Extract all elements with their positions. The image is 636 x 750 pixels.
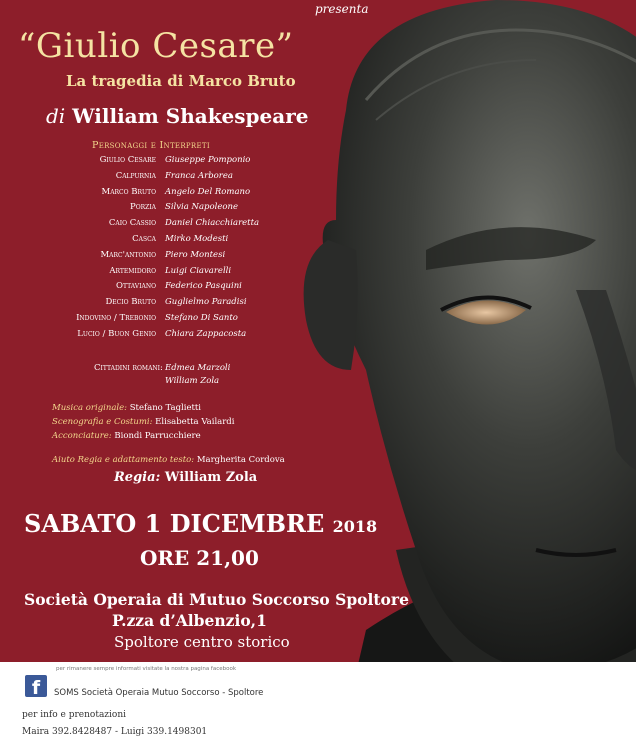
cast-actor: Mirko Modesti bbox=[165, 234, 229, 244]
cast-row bbox=[0, 202, 300, 218]
cast-row bbox=[0, 250, 300, 266]
cittadini-actor-1: Edmea Marzoli bbox=[165, 363, 231, 373]
cast-role: Calpurnia bbox=[115, 170, 156, 181]
facebook-page-name[interactable]: SOMS Società Operaia Mutuo Soccorso - Spoltore bbox=[54, 688, 264, 698]
cast-role: Porzia bbox=[129, 202, 156, 213]
cast-role: Marco Bruto bbox=[101, 186, 156, 197]
event-year: 2018 bbox=[332, 517, 378, 536]
cast-row bbox=[0, 266, 300, 282]
cast-row bbox=[0, 281, 300, 297]
cast-role: Casca bbox=[132, 234, 156, 244]
contacts-line: Maira 392.8428487 - Luigi 339.1498301 bbox=[22, 727, 208, 737]
venue-city: Spoltore centro storico bbox=[114, 633, 290, 651]
cast-role: Indovino / Trebonio bbox=[76, 313, 156, 323]
author-name: William Shakespeare bbox=[72, 104, 309, 128]
cast-actor: Chiara Zappacosta bbox=[165, 328, 247, 339]
regia-label: Regia: bbox=[114, 470, 161, 485]
cast-actor: Guglielmo Paradisi bbox=[165, 297, 247, 308]
cast-actor: Angelo Del Romano bbox=[165, 186, 251, 197]
cast-role: Artemidoro bbox=[109, 265, 156, 276]
regia-value: William Zola bbox=[164, 470, 258, 485]
credit-label: Musica originale: bbox=[52, 403, 128, 413]
regia-line bbox=[114, 470, 257, 485]
cast-actor: Federico Pasquini bbox=[165, 281, 242, 292]
julius-caesar-bust-image bbox=[276, 0, 636, 750]
info-label: per info e prenotazioni bbox=[22, 710, 127, 720]
cast-actor: Piero Montesi bbox=[165, 249, 226, 260]
credit-label: Aiuto Regia e adattamento testo: bbox=[52, 455, 195, 465]
cast-actor: Silvia Napoleone bbox=[165, 202, 238, 213]
credit-music bbox=[52, 403, 201, 413]
cast-row bbox=[0, 329, 300, 345]
cittadini-actor-2: William Zola bbox=[165, 376, 220, 386]
credit-aiuto-regia bbox=[52, 455, 285, 465]
credit-value: Elisabetta Vailardi bbox=[155, 417, 235, 427]
venue-name: Società Operaia di Mutuo Soccorso Spoltore bbox=[24, 590, 409, 609]
cast-role: Ottaviano bbox=[116, 281, 156, 292]
cast-row bbox=[0, 218, 300, 234]
cast-row bbox=[0, 171, 300, 187]
facebook-icon[interactable]: f bbox=[25, 675, 47, 697]
event-day: SABATO 1 DICEMBRE bbox=[24, 509, 325, 538]
credit-value: Margherita Cordova bbox=[196, 455, 285, 465]
event-date bbox=[24, 509, 377, 538]
cittadini-role: Cittadini romani: bbox=[94, 363, 163, 373]
credit-label: Scenografia e Costumi: bbox=[52, 417, 153, 427]
cast-row bbox=[0, 155, 300, 171]
author-prefix: di bbox=[46, 104, 66, 128]
event-time: ORE 21,00 bbox=[140, 546, 259, 570]
cast-row bbox=[0, 313, 300, 329]
cast-actor: Daniel Chiacchiaretta bbox=[165, 218, 260, 229]
credit-value: Biondi Parrucchiere bbox=[114, 431, 201, 441]
credit-value: Stefano Taglietti bbox=[129, 403, 202, 413]
cast-role: Lucio / Buon Genio bbox=[77, 328, 156, 339]
author-line bbox=[46, 104, 308, 128]
cast-actor: Luigi Ciavarelli bbox=[165, 265, 232, 276]
cast-row bbox=[0, 297, 300, 313]
cast-actor: Giuseppe Pomponio bbox=[165, 155, 251, 165]
credit-hair bbox=[52, 431, 201, 441]
cast-row bbox=[0, 187, 300, 203]
cast-actor: Franca Arborea bbox=[165, 170, 233, 181]
cast-role: Caio Cassio bbox=[108, 218, 156, 229]
cast-role: Giulio Cesare bbox=[99, 155, 156, 165]
presenta-label: presenta bbox=[315, 2, 369, 16]
show-title: “Giulio Cesare” bbox=[18, 26, 294, 66]
show-subtitle: La tragedia di Marco Bruto bbox=[66, 72, 296, 90]
cast-actor: Stefano Di Santo bbox=[165, 313, 238, 323]
cast-row bbox=[0, 234, 300, 250]
credit-sets bbox=[52, 417, 234, 427]
cast-heading: Personaggi e Interpreti bbox=[92, 140, 210, 151]
venue-address: P.zza d’Albenzio,1 bbox=[112, 611, 267, 630]
credit-label: Acconciature: bbox=[52, 431, 112, 441]
cast-role: Decio Bruto bbox=[105, 297, 156, 308]
facebook-note: per rimanere sempre informati visitate la nostra pagina facebook bbox=[56, 666, 237, 672]
cast-role: Marc'antonio bbox=[100, 249, 156, 260]
